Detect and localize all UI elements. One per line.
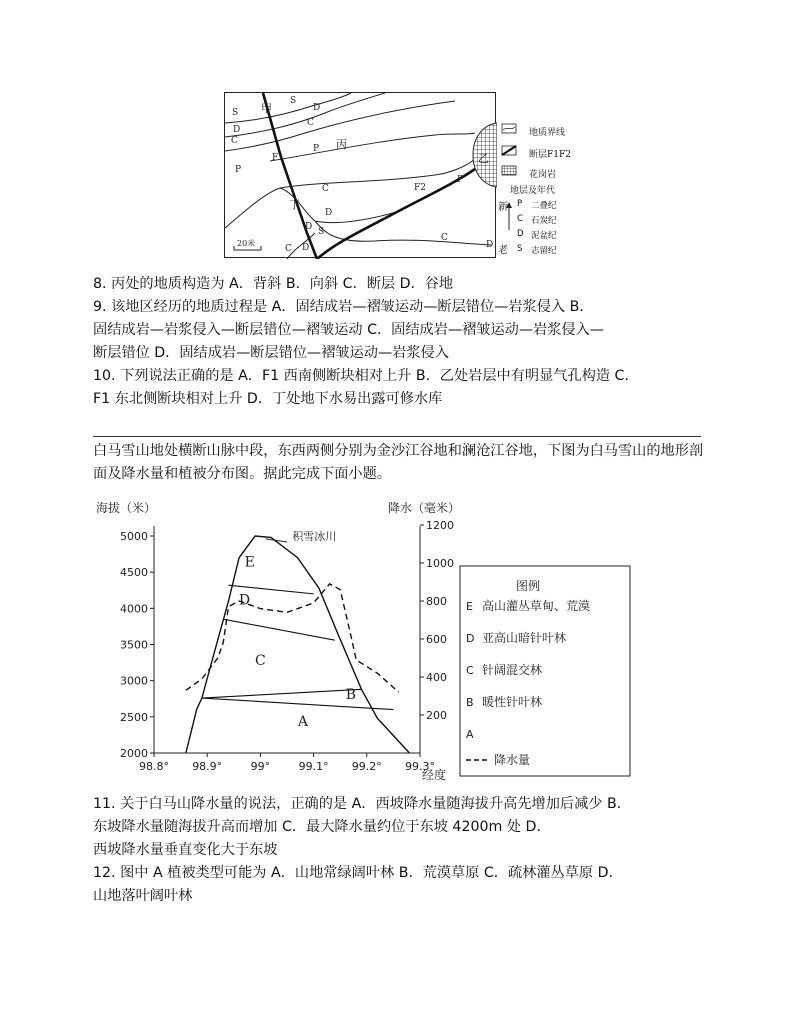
- x-tick-label: 99.1°: [298, 760, 329, 773]
- zone-label-e: E: [244, 554, 255, 571]
- fault-f2-label: F2: [414, 183, 426, 193]
- intro-paragraph: 白马雪山地处横断山脉中段，东西两侧分别为金沙江谷地和澜沧江谷地，下图为白马雪山的地形剖面及降水量和植被分布图。据此完成下面小题。: [93, 443, 704, 482]
- legend-code-c: C: [466, 664, 474, 677]
- right-tick-label: 1200: [426, 519, 454, 532]
- map-stratum-label: D: [313, 103, 321, 113]
- legend-text-c: 针阔混交林: [482, 663, 543, 677]
- legend-granite: 花岗岩: [529, 170, 557, 180]
- zone-label-b: B: [345, 686, 356, 703]
- map-stratum-label: S: [232, 108, 239, 118]
- terrain-profile-svg: [90, 496, 650, 781]
- right-tick-label: 1000: [426, 557, 454, 570]
- legend-age-title: 地层及年代: [510, 186, 556, 196]
- right-axis-title: 降水（毫米）: [387, 501, 461, 515]
- map-stratum-label: P: [313, 144, 320, 154]
- geologic-map-legend: [498, 120, 608, 260]
- map-stratum-label: S: [318, 227, 325, 237]
- question-9-line1: 9. 该地区经历的地质过程是 A．固结成岩—褶皱运动—断层错位—岩浆侵入 B．: [93, 299, 594, 315]
- snow-glacier-label: 积雪冰川: [292, 530, 337, 543]
- left-tick-label: 3500: [120, 638, 148, 652]
- right-tick-label: 800: [426, 595, 447, 608]
- map-labels: [0, 0, 794, 280]
- map-stratum-label: C: [231, 136, 238, 146]
- map-stratum-label: C: [307, 118, 314, 128]
- legend-code-d: D: [466, 632, 475, 645]
- legend-title: 图例: [515, 579, 541, 593]
- map-stratum-label: D: [486, 240, 494, 250]
- zone-jia-label: 甲: [261, 102, 272, 115]
- right-tick-label: 600: [426, 633, 447, 646]
- zone-boundary-a-b: [202, 689, 362, 698]
- zone-label-d: D: [238, 592, 251, 609]
- right-tick-label: 400: [426, 671, 447, 684]
- left-tick-label: 2000: [120, 747, 148, 760]
- x-tick-label: 99.3°: [405, 760, 435, 773]
- zone-label-c: C: [255, 652, 266, 669]
- question-11-line2: 东坡降水量随海拔升高而增加 C．最大降水量约位于东坡 4200m 处 D．: [93, 819, 551, 835]
- left-axis-title: 海拔（米）: [96, 501, 157, 515]
- legend-age-name: 石炭纪: [531, 216, 557, 226]
- legend-fault: 断层F1F2: [529, 150, 571, 160]
- legend-code-e: E: [466, 600, 473, 613]
- zone-ding-label: 丁: [289, 198, 300, 211]
- question-11-line1: 11. 关于白马山降水量的说法，正确的是 A．西坡降水量随海拔升高先增加后减少 B．: [93, 796, 631, 812]
- question-9-line2: 固结成岩—岩浆侵入—断层错位—褶皱运动 C．固结成岩—褶皱运动—岩浆侵入—: [93, 322, 604, 338]
- zone-label-a: A: [297, 714, 309, 731]
- x-tick-label: 99.2°: [351, 760, 382, 773]
- legend-age-name: 二叠纪: [531, 201, 557, 211]
- fault-f1-label: F1: [272, 153, 284, 163]
- left-tick-label: 3000: [120, 674, 148, 688]
- legend-age-code: D: [517, 229, 524, 239]
- x-tick-label: 98.8°: [139, 760, 169, 773]
- map-stratum-label: D: [302, 243, 310, 253]
- zone-boundary-b-c: [202, 698, 394, 710]
- legend-age-code: C: [517, 214, 523, 224]
- x-axis-title: 经度: [422, 768, 447, 781]
- legend-age-name: 志留纪: [531, 246, 557, 256]
- legend-code-a: A: [466, 728, 474, 741]
- question-12-line1: 12. 图中 A 植被类型可能为 A．山地常绿阔叶林 B．荒漠草原 C．疏林灌丛草原 D．: [93, 865, 623, 881]
- section-divider: [93, 436, 701, 437]
- zone-yi-label: 乙: [478, 152, 489, 165]
- map-stratum-label: D: [233, 125, 241, 135]
- legend-new-label: 新: [498, 202, 508, 213]
- question-10-line1: 10. 下列说法正确的是 A．F1 西南侧断块相对上升 B．乙处岩层中有明显气孔构造 C．: [93, 368, 639, 384]
- legend-text-b: 暖性针叶林: [482, 695, 543, 709]
- question-8: 8. 丙处的地质构造为 A．背斜 B．向斜 C．断层 D．谷地: [93, 276, 454, 292]
- scale-bar-label: 20米: [237, 239, 256, 248]
- legend-text-e: 高山灌丛草甸、荒漠: [482, 599, 591, 613]
- map-stratum-label: S: [290, 96, 297, 106]
- legend-age-code: S: [517, 244, 523, 254]
- map-stratum-label: C: [441, 233, 448, 243]
- map-stratum-label: D: [305, 222, 313, 232]
- legend-text-d: 亚高山暗针叶林: [482, 631, 567, 645]
- left-tick-label: 4500: [120, 566, 148, 580]
- zone-bing-label: 丙: [336, 138, 347, 151]
- map-stratum-label: D: [325, 208, 333, 218]
- left-tick-label: 5000: [120, 530, 148, 543]
- x-tick-label: 99°: [250, 760, 271, 773]
- scale-bar: [233, 246, 263, 252]
- x-tick-label: 98.9°: [192, 760, 223, 773]
- legend-old-label: 老: [498, 245, 508, 256]
- map-stratum-label: C: [322, 184, 329, 194]
- legend-age-code: P: [517, 199, 523, 209]
- left-tick-label: 2500: [120, 710, 148, 724]
- terrain-profile-chart: [90, 496, 650, 781]
- map-stratum-label: P: [457, 175, 464, 185]
- question-9-line3: 断层错位 D．固结成岩—断层错位—褶皱运动—岩浆侵入: [93, 345, 449, 361]
- legend-geo-boundary: 地质界线: [529, 128, 566, 138]
- legend-precip-label: 降水量: [494, 753, 531, 767]
- map-stratum-label: C: [285, 244, 292, 254]
- map-stratum-label: P: [235, 165, 242, 175]
- right-tick-label: 200: [426, 709, 447, 722]
- legend-code-b: B: [466, 696, 474, 709]
- legend-age-name: 泥盆纪: [531, 231, 557, 241]
- left-tick-label: 4000: [120, 602, 148, 616]
- question-12-line2: 山地落叶阔叶林: [93, 888, 193, 904]
- question-11-line3: 西坡降水量垂直变化大于东坡: [93, 842, 278, 858]
- question-10-line2: F1 东北侧断块相对上升 D．丁处地下水易出露可修水库: [93, 391, 443, 407]
- zone-boundary-c-d: [223, 619, 335, 640]
